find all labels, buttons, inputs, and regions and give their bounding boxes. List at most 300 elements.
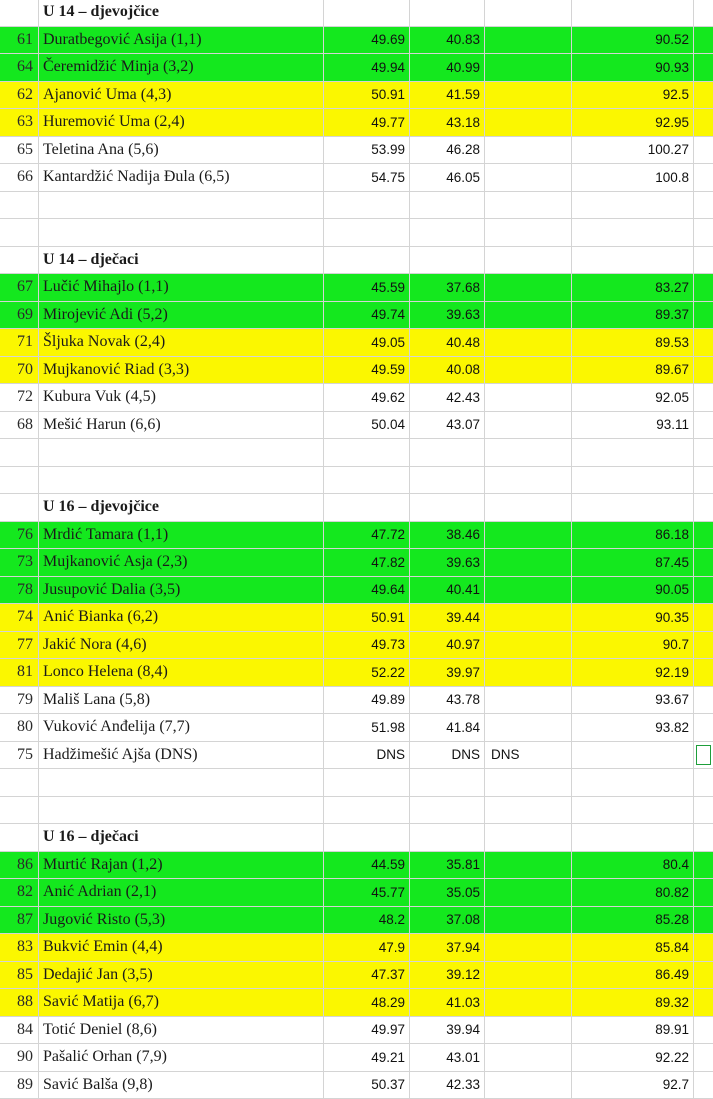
empty-cell[interactable] bbox=[324, 439, 410, 466]
section-header-row bbox=[0, 494, 713, 522]
empty-cell[interactable] bbox=[39, 192, 324, 219]
start-number-cell[interactable]: 84 bbox=[0, 1017, 39, 1044]
empty-cell[interactable] bbox=[694, 577, 713, 604]
empty-cell[interactable] bbox=[694, 769, 713, 796]
total-time-cell[interactable]: 80.4 bbox=[572, 852, 694, 879]
athlete-name-cell[interactable]: Bukvić Emin (4,4) bbox=[39, 934, 324, 961]
run1-time-cell[interactable]: 48.29 bbox=[324, 989, 410, 1016]
status-cell[interactable] bbox=[485, 82, 572, 109]
athlete-name-cell[interactable]: Mališ Lana (5,8) bbox=[39, 687, 324, 714]
athlete-name-cell[interactable]: Lonco Helena (8,4) bbox=[39, 659, 324, 686]
run2-time-cell[interactable]: 43.18 bbox=[410, 109, 485, 136]
total-time-cell[interactable]: 90.52 bbox=[572, 27, 694, 54]
empty-cell[interactable] bbox=[410, 769, 485, 796]
start-number-cell[interactable]: 85 bbox=[0, 962, 39, 989]
run2-time-cell[interactable]: 39.44 bbox=[410, 604, 485, 631]
empty-cell[interactable] bbox=[694, 604, 713, 631]
athlete-name-cell[interactable]: Huremović Uma (2,4) bbox=[39, 109, 324, 136]
run2-time-cell[interactable]: 40.48 bbox=[410, 329, 485, 356]
start-number-cell[interactable]: 87 bbox=[0, 907, 39, 934]
empty-cell[interactable] bbox=[39, 467, 324, 494]
start-number-cell[interactable]: 79 bbox=[0, 687, 39, 714]
athlete-name-cell[interactable]: Dedajić Jan (3,5) bbox=[39, 962, 324, 989]
empty-cell[interactable] bbox=[694, 797, 713, 824]
athlete-name-cell[interactable]: Savić Matija (6,7) bbox=[39, 989, 324, 1016]
run2-time-cell[interactable]: 40.41 bbox=[410, 577, 485, 604]
run1-time-cell[interactable]: 49.05 bbox=[324, 329, 410, 356]
empty-cell[interactable] bbox=[694, 852, 713, 879]
run2-time-cell[interactable]: 39.63 bbox=[410, 302, 485, 329]
total-time-cell[interactable]: 87.45 bbox=[572, 549, 694, 576]
empty-cell[interactable] bbox=[485, 494, 572, 521]
run2-time-cell[interactable]: 43.07 bbox=[410, 412, 485, 439]
table-row bbox=[0, 879, 713, 907]
row-number-cell[interactable] bbox=[0, 247, 39, 274]
start-number-cell[interactable]: 62 bbox=[0, 82, 39, 109]
row-number-cell[interactable] bbox=[0, 0, 39, 26]
run2-time-cell[interactable]: 39.63 bbox=[410, 549, 485, 576]
empty-cell[interactable] bbox=[324, 219, 410, 246]
run1-time-cell[interactable]: 49.69 bbox=[324, 27, 410, 54]
empty-cell[interactable] bbox=[694, 962, 713, 989]
run2-time-cell[interactable]: 39.97 bbox=[410, 659, 485, 686]
empty-cell[interactable] bbox=[694, 384, 713, 411]
empty-cell[interactable] bbox=[410, 0, 485, 26]
run2-time-cell[interactable]: 43.78 bbox=[410, 687, 485, 714]
empty-cell[interactable] bbox=[0, 439, 39, 466]
table-row bbox=[0, 907, 713, 935]
empty-cell[interactable] bbox=[0, 769, 39, 796]
run2-time-cell[interactable]: 41.84 bbox=[410, 714, 485, 741]
empty-cell[interactable] bbox=[572, 824, 694, 851]
row-number-cell[interactable] bbox=[0, 824, 39, 851]
start-number-cell[interactable]: 86 bbox=[0, 852, 39, 879]
start-number-cell[interactable]: 80 bbox=[0, 714, 39, 741]
run2-time-cell[interactable]: 42.43 bbox=[410, 384, 485, 411]
run2-time-cell[interactable]: DNS bbox=[410, 742, 485, 769]
empty-cell[interactable] bbox=[485, 439, 572, 466]
empty-cell[interactable] bbox=[572, 219, 694, 246]
empty-cell[interactable] bbox=[694, 82, 713, 109]
start-number-cell[interactable]: 61 bbox=[0, 27, 39, 54]
start-number-cell[interactable]: 65 bbox=[0, 137, 39, 164]
start-number-cell[interactable]: 71 bbox=[0, 329, 39, 356]
athlete-name-cell[interactable]: Šljuka Novak (2,4) bbox=[39, 329, 324, 356]
run1-time-cell[interactable]: 49.89 bbox=[324, 687, 410, 714]
run1-time-cell[interactable]: 44.59 bbox=[324, 852, 410, 879]
empty-cell[interactable] bbox=[572, 797, 694, 824]
run2-time-cell[interactable]: 40.83 bbox=[410, 27, 485, 54]
run1-time-cell[interactable]: DNS bbox=[324, 742, 410, 769]
run1-time-cell[interactable]: 45.59 bbox=[324, 274, 410, 301]
empty-cell[interactable] bbox=[694, 687, 713, 714]
status-cell[interactable] bbox=[485, 412, 572, 439]
empty-cell[interactable] bbox=[485, 219, 572, 246]
empty-cell[interactable] bbox=[0, 219, 39, 246]
total-time-cell[interactable]: 92.05 bbox=[572, 384, 694, 411]
run1-time-cell[interactable]: 48.2 bbox=[324, 907, 410, 934]
start-number-cell[interactable]: 82 bbox=[0, 879, 39, 906]
empty-cell[interactable] bbox=[485, 192, 572, 219]
status-cell[interactable] bbox=[485, 852, 572, 879]
total-time-cell[interactable]: 92.19 bbox=[572, 659, 694, 686]
empty-cell[interactable] bbox=[694, 54, 713, 81]
athlete-name-cell[interactable]: Mrdić Tamara (1,1) bbox=[39, 522, 324, 549]
athlete-name-cell[interactable]: Pašalić Orhan (7,9) bbox=[39, 1044, 324, 1071]
run2-time-cell[interactable]: 35.05 bbox=[410, 879, 485, 906]
empty-cell[interactable] bbox=[694, 412, 713, 439]
empty-cell[interactable] bbox=[694, 357, 713, 384]
athlete-name-cell[interactable]: Jakić Nora (4,6) bbox=[39, 632, 324, 659]
run1-time-cell[interactable]: 53.99 bbox=[324, 137, 410, 164]
run2-time-cell[interactable]: 37.94 bbox=[410, 934, 485, 961]
empty-cell[interactable] bbox=[485, 769, 572, 796]
run1-time-cell[interactable]: 49.73 bbox=[324, 632, 410, 659]
run1-time-cell[interactable]: 49.97 bbox=[324, 1017, 410, 1044]
athlete-name-cell[interactable]: Vuković Anđelija (7,7) bbox=[39, 714, 324, 741]
row-number-cell[interactable] bbox=[0, 494, 39, 521]
table-row bbox=[0, 412, 713, 440]
total-time-cell[interactable]: 93.82 bbox=[572, 714, 694, 741]
total-time-cell[interactable]: 85.28 bbox=[572, 907, 694, 934]
status-cell[interactable]: DNS bbox=[485, 742, 572, 769]
athlete-name-cell[interactable]: Kantardžić Nadija Đula (6,5) bbox=[39, 164, 324, 191]
empty-cell[interactable] bbox=[694, 192, 713, 219]
empty-cell[interactable] bbox=[694, 494, 713, 521]
empty-cell[interactable] bbox=[485, 824, 572, 851]
start-number-cell[interactable]: 88 bbox=[0, 989, 39, 1016]
start-number-cell[interactable]: 90 bbox=[0, 1044, 39, 1071]
empty-cell[interactable] bbox=[694, 879, 713, 906]
empty-cell[interactable] bbox=[572, 247, 694, 274]
empty-cell[interactable] bbox=[694, 27, 713, 54]
run1-time-cell[interactable]: 49.21 bbox=[324, 1044, 410, 1071]
athlete-name-cell[interactable]: Mujkanović Asja (2,3) bbox=[39, 549, 324, 576]
total-time-cell[interactable]: 89.53 bbox=[572, 329, 694, 356]
run1-time-cell[interactable]: 49.74 bbox=[324, 302, 410, 329]
athlete-name-cell[interactable]: Mirojević Adi (5,2) bbox=[39, 302, 324, 329]
start-number-cell[interactable]: 69 bbox=[0, 302, 39, 329]
blank-row bbox=[0, 219, 713, 247]
empty-cell[interactable] bbox=[39, 439, 324, 466]
empty-cell[interactable] bbox=[694, 632, 713, 659]
total-time-cell[interactable]: 86.49 bbox=[572, 962, 694, 989]
status-cell[interactable] bbox=[485, 714, 572, 741]
empty-cell[interactable] bbox=[0, 192, 39, 219]
table-row bbox=[0, 742, 713, 770]
run2-time-cell[interactable]: 41.59 bbox=[410, 82, 485, 109]
athlete-name-cell[interactable]: Mujkanović Riad (3,3) bbox=[39, 357, 324, 384]
empty-cell[interactable] bbox=[694, 0, 713, 26]
total-time-cell[interactable]: 92.7 bbox=[572, 1072, 694, 1099]
section-title[interactable]: U 14 – djevojčice bbox=[39, 0, 324, 26]
status-cell[interactable] bbox=[485, 659, 572, 686]
total-time-cell[interactable]: 90.05 bbox=[572, 577, 694, 604]
total-time-cell[interactable]: 90.7 bbox=[572, 632, 694, 659]
status-cell[interactable] bbox=[485, 989, 572, 1016]
run2-time-cell[interactable]: 46.05 bbox=[410, 164, 485, 191]
empty-cell[interactable] bbox=[324, 824, 410, 851]
section-title[interactable]: U 16 – dječaci bbox=[39, 824, 324, 851]
table-row bbox=[0, 604, 713, 632]
status-cell[interactable] bbox=[485, 879, 572, 906]
empty-cell[interactable] bbox=[694, 329, 713, 356]
empty-cell[interactable] bbox=[0, 467, 39, 494]
empty-cell[interactable] bbox=[694, 439, 713, 466]
status-cell[interactable] bbox=[485, 522, 572, 549]
empty-cell[interactable] bbox=[39, 219, 324, 246]
start-number-cell[interactable]: 89 bbox=[0, 1072, 39, 1099]
run2-time-cell[interactable]: 40.99 bbox=[410, 54, 485, 81]
empty-cell[interactable] bbox=[572, 192, 694, 219]
empty-cell[interactable] bbox=[694, 164, 713, 191]
start-number-cell[interactable]: 72 bbox=[0, 384, 39, 411]
empty-cell[interactable] bbox=[410, 797, 485, 824]
total-time-cell[interactable]: 89.37 bbox=[572, 302, 694, 329]
athlete-name-cell[interactable]: Čeremidžić Minja (3,2) bbox=[39, 54, 324, 81]
athlete-name-cell[interactable]: Mešić Harun (6,6) bbox=[39, 412, 324, 439]
empty-cell[interactable] bbox=[572, 769, 694, 796]
start-number-cell[interactable]: 63 bbox=[0, 109, 39, 136]
run2-time-cell[interactable]: 38.46 bbox=[410, 522, 485, 549]
athlete-name-cell[interactable]: Savić Balša (9,8) bbox=[39, 1072, 324, 1099]
status-cell[interactable] bbox=[485, 329, 572, 356]
athlete-name-cell[interactable]: Lučić Mihajlo (1,1) bbox=[39, 274, 324, 301]
empty-cell[interactable] bbox=[694, 219, 713, 246]
empty-cell[interactable] bbox=[694, 934, 713, 961]
status-cell[interactable] bbox=[485, 357, 572, 384]
run1-time-cell[interactable]: 47.9 bbox=[324, 934, 410, 961]
start-number-cell[interactable]: 77 bbox=[0, 632, 39, 659]
status-cell[interactable] bbox=[485, 604, 572, 631]
run2-time-cell[interactable]: 37.08 bbox=[410, 907, 485, 934]
status-cell[interactable] bbox=[485, 687, 572, 714]
empty-cell[interactable] bbox=[410, 467, 485, 494]
empty-cell[interactable] bbox=[694, 989, 713, 1016]
start-number-cell[interactable]: 75 bbox=[0, 742, 39, 769]
run1-time-cell[interactable]: 50.04 bbox=[324, 412, 410, 439]
empty-cell[interactable] bbox=[410, 439, 485, 466]
athlete-name-cell[interactable]: Hadžimešić Ajša (DNS) bbox=[39, 742, 324, 769]
empty-cell[interactable] bbox=[485, 797, 572, 824]
status-cell[interactable] bbox=[485, 27, 572, 54]
empty-cell[interactable] bbox=[694, 302, 713, 329]
status-cell[interactable] bbox=[485, 577, 572, 604]
status-cell[interactable] bbox=[485, 274, 572, 301]
empty-cell[interactable] bbox=[694, 824, 713, 851]
empty-cell[interactable] bbox=[694, 274, 713, 301]
status-cell[interactable] bbox=[485, 137, 572, 164]
empty-cell[interactable] bbox=[572, 439, 694, 466]
empty-cell[interactable] bbox=[694, 714, 713, 741]
status-cell[interactable] bbox=[485, 907, 572, 934]
empty-cell[interactable] bbox=[694, 247, 713, 274]
run2-time-cell[interactable]: 37.68 bbox=[410, 274, 485, 301]
run2-time-cell[interactable]: 40.08 bbox=[410, 357, 485, 384]
total-time-cell[interactable]: 100.8 bbox=[572, 164, 694, 191]
total-time-cell[interactable]: 93.67 bbox=[572, 687, 694, 714]
empty-cell[interactable] bbox=[324, 494, 410, 521]
athlete-name-cell[interactable]: Teletina Ana (5,6) bbox=[39, 137, 324, 164]
empty-cell[interactable] bbox=[39, 797, 324, 824]
empty-cell[interactable] bbox=[324, 769, 410, 796]
empty-cell[interactable] bbox=[410, 494, 485, 521]
total-time-cell[interactable]: 100.27 bbox=[572, 137, 694, 164]
run1-time-cell[interactable]: 54.75 bbox=[324, 164, 410, 191]
run2-time-cell[interactable]: 41.03 bbox=[410, 989, 485, 1016]
empty-cell[interactable] bbox=[694, 742, 713, 769]
empty-cell[interactable] bbox=[694, 1017, 713, 1044]
empty-cell[interactable] bbox=[324, 247, 410, 274]
athlete-name-cell[interactable]: Jugović Risto (5,3) bbox=[39, 907, 324, 934]
empty-cell[interactable] bbox=[572, 467, 694, 494]
start-number-cell[interactable]: 76 bbox=[0, 522, 39, 549]
empty-cell[interactable] bbox=[694, 137, 713, 164]
empty-cell[interactable] bbox=[485, 247, 572, 274]
total-time-cell[interactable]: 85.84 bbox=[572, 934, 694, 961]
empty-cell[interactable] bbox=[410, 824, 485, 851]
run2-time-cell[interactable]: 42.33 bbox=[410, 1072, 485, 1099]
empty-cell[interactable] bbox=[324, 797, 410, 824]
start-number-cell[interactable]: 83 bbox=[0, 934, 39, 961]
empty-cell[interactable] bbox=[694, 522, 713, 549]
athlete-name-cell[interactable]: Anić Bianka (6,2) bbox=[39, 604, 324, 631]
start-number-cell[interactable]: 81 bbox=[0, 659, 39, 686]
athlete-name-cell[interactable]: Kubura Vuk (4,5) bbox=[39, 384, 324, 411]
total-time-cell[interactable]: 92.5 bbox=[572, 82, 694, 109]
status-cell[interactable] bbox=[485, 1072, 572, 1099]
table-row bbox=[0, 137, 713, 165]
total-time-cell[interactable]: 90.35 bbox=[572, 604, 694, 631]
run2-time-cell[interactable]: 40.97 bbox=[410, 632, 485, 659]
athlete-name-cell[interactable]: Anić Adrian (2,1) bbox=[39, 879, 324, 906]
blank-row bbox=[0, 797, 713, 825]
run1-time-cell[interactable]: 50.37 bbox=[324, 1072, 410, 1099]
empty-cell[interactable] bbox=[694, 467, 713, 494]
total-time-cell[interactable]: 93.11 bbox=[572, 412, 694, 439]
status-cell[interactable] bbox=[485, 384, 572, 411]
status-cell[interactable] bbox=[485, 962, 572, 989]
total-time-cell[interactable]: 89.91 bbox=[572, 1017, 694, 1044]
athlete-name-cell[interactable]: Murtić Rajan (1,2) bbox=[39, 852, 324, 879]
run1-time-cell[interactable]: 49.62 bbox=[324, 384, 410, 411]
run2-time-cell[interactable]: 46.28 bbox=[410, 137, 485, 164]
empty-cell[interactable] bbox=[324, 467, 410, 494]
run2-time-cell[interactable]: 39.94 bbox=[410, 1017, 485, 1044]
run2-time-cell[interactable]: 39.12 bbox=[410, 962, 485, 989]
total-time-cell[interactable]: 92.95 bbox=[572, 109, 694, 136]
run1-time-cell[interactable]: 47.82 bbox=[324, 549, 410, 576]
run1-time-cell[interactable]: 47.37 bbox=[324, 962, 410, 989]
run1-time-cell[interactable]: 49.77 bbox=[324, 109, 410, 136]
empty-cell[interactable] bbox=[410, 247, 485, 274]
empty-cell[interactable] bbox=[485, 0, 572, 26]
table-row bbox=[0, 1072, 713, 1099]
empty-cell[interactable] bbox=[485, 467, 572, 494]
status-cell[interactable] bbox=[485, 1044, 572, 1071]
start-number-cell[interactable]: 66 bbox=[0, 164, 39, 191]
section-title[interactable]: U 16 – djevojčice bbox=[39, 494, 324, 521]
run2-time-cell[interactable]: 43.01 bbox=[410, 1044, 485, 1071]
run1-time-cell[interactable]: 49.64 bbox=[324, 577, 410, 604]
start-number-cell[interactable]: 64 bbox=[0, 54, 39, 81]
empty-cell[interactable] bbox=[694, 907, 713, 934]
run1-time-cell[interactable]: 50.91 bbox=[324, 604, 410, 631]
athlete-name-cell[interactable]: Duratbegović Asija (1,1) bbox=[39, 27, 324, 54]
empty-cell[interactable] bbox=[694, 1044, 713, 1071]
total-time-cell[interactable]: 83.27 bbox=[572, 274, 694, 301]
total-time-cell[interactable]: 92.22 bbox=[572, 1044, 694, 1071]
total-time-cell[interactable]: 89.67 bbox=[572, 357, 694, 384]
total-time-cell[interactable]: 89.32 bbox=[572, 989, 694, 1016]
status-cell[interactable] bbox=[485, 302, 572, 329]
table-row bbox=[0, 714, 713, 742]
status-cell[interactable] bbox=[485, 1017, 572, 1044]
status-cell[interactable] bbox=[485, 164, 572, 191]
status-cell[interactable] bbox=[485, 54, 572, 81]
run1-time-cell[interactable]: 49.94 bbox=[324, 54, 410, 81]
athlete-name-cell[interactable]: Ajanović Uma (4,3) bbox=[39, 82, 324, 109]
empty-cell[interactable] bbox=[39, 769, 324, 796]
section-header-row bbox=[0, 247, 713, 275]
status-cell[interactable] bbox=[485, 934, 572, 961]
start-number-cell[interactable]: 68 bbox=[0, 412, 39, 439]
run1-time-cell[interactable]: 47.72 bbox=[324, 522, 410, 549]
empty-cell[interactable] bbox=[572, 0, 694, 26]
table-row bbox=[0, 852, 713, 880]
blank-row bbox=[0, 192, 713, 220]
empty-cell[interactable] bbox=[694, 549, 713, 576]
table-row bbox=[0, 54, 713, 82]
run1-time-cell[interactable]: 51.98 bbox=[324, 714, 410, 741]
empty-cell[interactable] bbox=[0, 797, 39, 824]
empty-cell[interactable] bbox=[694, 659, 713, 686]
empty-cell[interactable] bbox=[410, 219, 485, 246]
run2-time-cell[interactable]: 35.81 bbox=[410, 852, 485, 879]
start-number-cell[interactable]: 67 bbox=[0, 274, 39, 301]
section-title[interactable]: U 14 – dječaci bbox=[39, 247, 324, 274]
empty-cell[interactable] bbox=[324, 192, 410, 219]
total-time-cell[interactable]: 90.93 bbox=[572, 54, 694, 81]
table-row bbox=[0, 549, 713, 577]
total-time-cell[interactable]: 86.18 bbox=[572, 522, 694, 549]
status-cell[interactable] bbox=[485, 632, 572, 659]
athlete-name-cell[interactable]: Totić Deniel (8,6) bbox=[39, 1017, 324, 1044]
start-number-cell[interactable]: 70 bbox=[0, 357, 39, 384]
empty-cell[interactable] bbox=[572, 494, 694, 521]
run1-time-cell[interactable]: 50.91 bbox=[324, 82, 410, 109]
empty-cell[interactable] bbox=[694, 109, 713, 136]
empty-cell[interactable] bbox=[410, 192, 485, 219]
run1-time-cell[interactable]: 49.59 bbox=[324, 357, 410, 384]
start-number-cell[interactable]: 74 bbox=[0, 604, 39, 631]
table-row bbox=[0, 934, 713, 962]
start-number-cell[interactable]: 73 bbox=[0, 549, 39, 576]
empty-cell[interactable] bbox=[324, 0, 410, 26]
total-time-cell[interactable] bbox=[572, 742, 694, 769]
empty-cell[interactable] bbox=[694, 1072, 713, 1099]
status-cell[interactable] bbox=[485, 549, 572, 576]
run1-time-cell[interactable]: 45.77 bbox=[324, 879, 410, 906]
table-row bbox=[0, 1017, 713, 1045]
table-row bbox=[0, 27, 713, 55]
athlete-name-cell[interactable]: Jusupović Dalia (3,5) bbox=[39, 577, 324, 604]
start-number-cell[interactable]: 78 bbox=[0, 577, 39, 604]
run1-time-cell[interactable]: 52.22 bbox=[324, 659, 410, 686]
table-row bbox=[0, 1044, 713, 1072]
total-time-cell[interactable]: 80.82 bbox=[572, 879, 694, 906]
status-cell[interactable] bbox=[485, 109, 572, 136]
